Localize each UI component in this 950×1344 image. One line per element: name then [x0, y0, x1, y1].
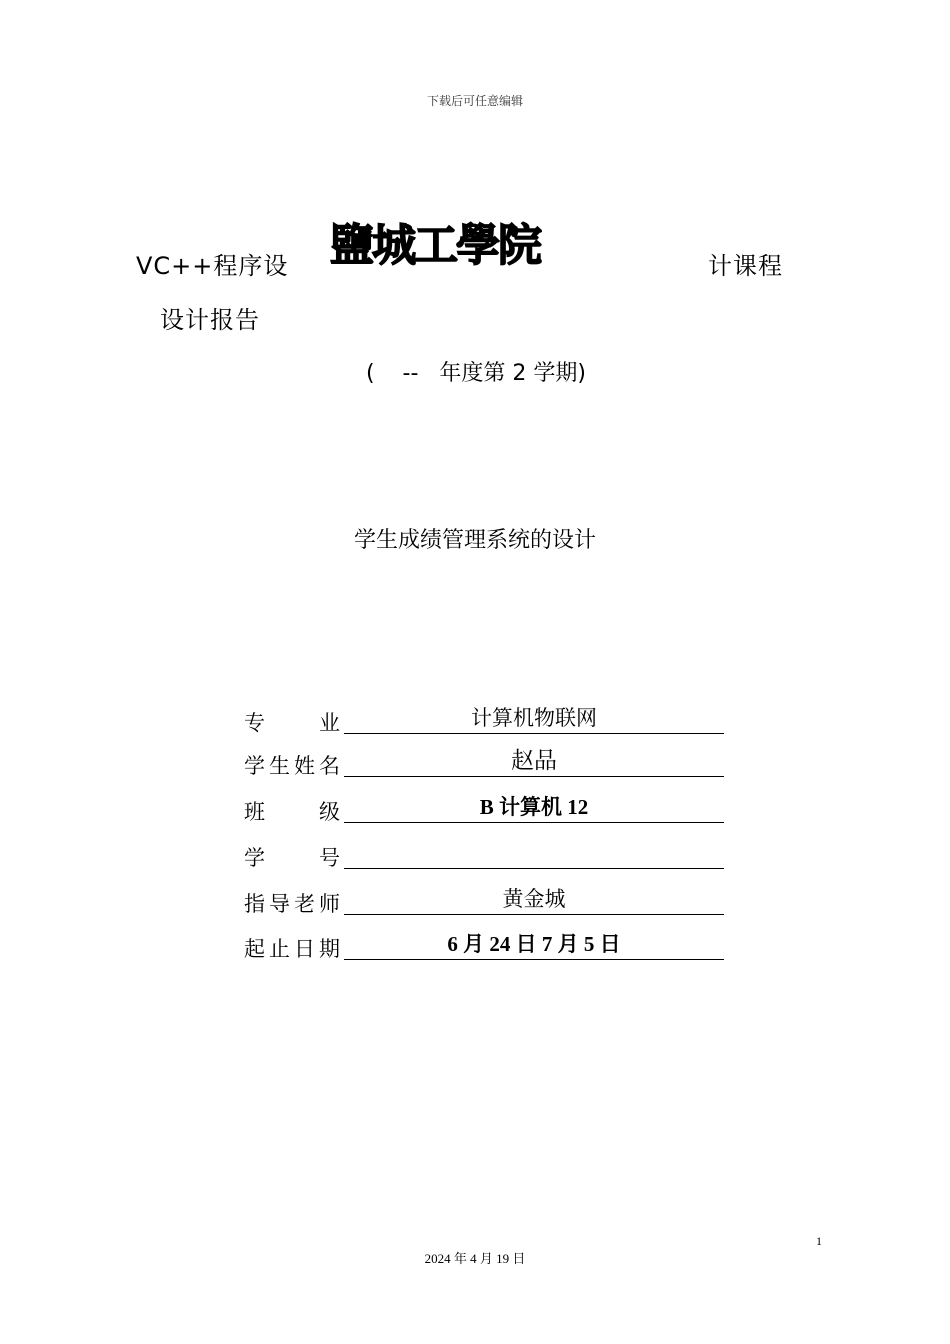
info-label-major: [244, 707, 340, 737]
info-row-major: [244, 703, 724, 739]
label-char: 级: [319, 800, 340, 824]
info-value-dates: 6 月 24 日 7 月 5 日: [344, 929, 724, 960]
report-title-right: 计课程: [708, 252, 783, 280]
label-char: 学: [244, 754, 265, 778]
info-value-major: 计算机物联网: [344, 703, 724, 734]
info-label-class: [244, 796, 340, 826]
label-char: 日: [294, 937, 315, 961]
label-char: 生: [269, 754, 290, 778]
info-value-student-name: 赵品: [344, 746, 724, 777]
label-char: 姓: [294, 754, 315, 778]
project-title: 学生成绩管理系统的设计: [353, 528, 596, 553]
info-value-class: B 计算机 12: [344, 792, 724, 823]
report-title-line2: 设计报告: [160, 306, 260, 334]
info-value-advisor: 黄金城: [344, 884, 724, 915]
label-char: 老: [294, 892, 315, 916]
info-row-student-name: [244, 746, 724, 782]
label-char: 班: [244, 800, 265, 824]
label-char: 业: [319, 711, 340, 735]
info-label-student-name: [244, 750, 340, 780]
label-char: 期: [319, 937, 340, 961]
label-char: 专: [244, 711, 265, 735]
info-row-dates: [244, 929, 724, 965]
label-char: 号: [319, 846, 340, 870]
info-label-advisor: [244, 888, 340, 918]
page-number: 1: [816, 1234, 822, 1248]
report-title-left: VC++程序设: [136, 252, 289, 280]
info-label-student-id: [244, 842, 340, 872]
label-char: 学: [244, 846, 265, 870]
info-row-advisor: [244, 884, 724, 920]
label-char: 起: [244, 937, 265, 961]
svg-text:鹽城工學院: 鹽城工學院: [330, 220, 540, 271]
school-logo: [328, 214, 542, 274]
info-label-dates: [244, 933, 340, 963]
label-char: 导: [269, 892, 290, 916]
info-row-class: [244, 792, 724, 828]
label-char: 止: [269, 937, 290, 961]
info-row-student-id: [244, 838, 724, 874]
academic-term: ( -- 年度第 2 学期): [366, 361, 586, 386]
footer-date: 2024 年 4 月 19 日: [424, 1251, 526, 1266]
info-value-student-id: [344, 838, 724, 869]
label-char: 师: [319, 892, 340, 916]
label-char: 指: [244, 892, 265, 916]
header-note: 下载后可任意编辑: [426, 94, 523, 108]
label-char: 名: [319, 754, 340, 778]
